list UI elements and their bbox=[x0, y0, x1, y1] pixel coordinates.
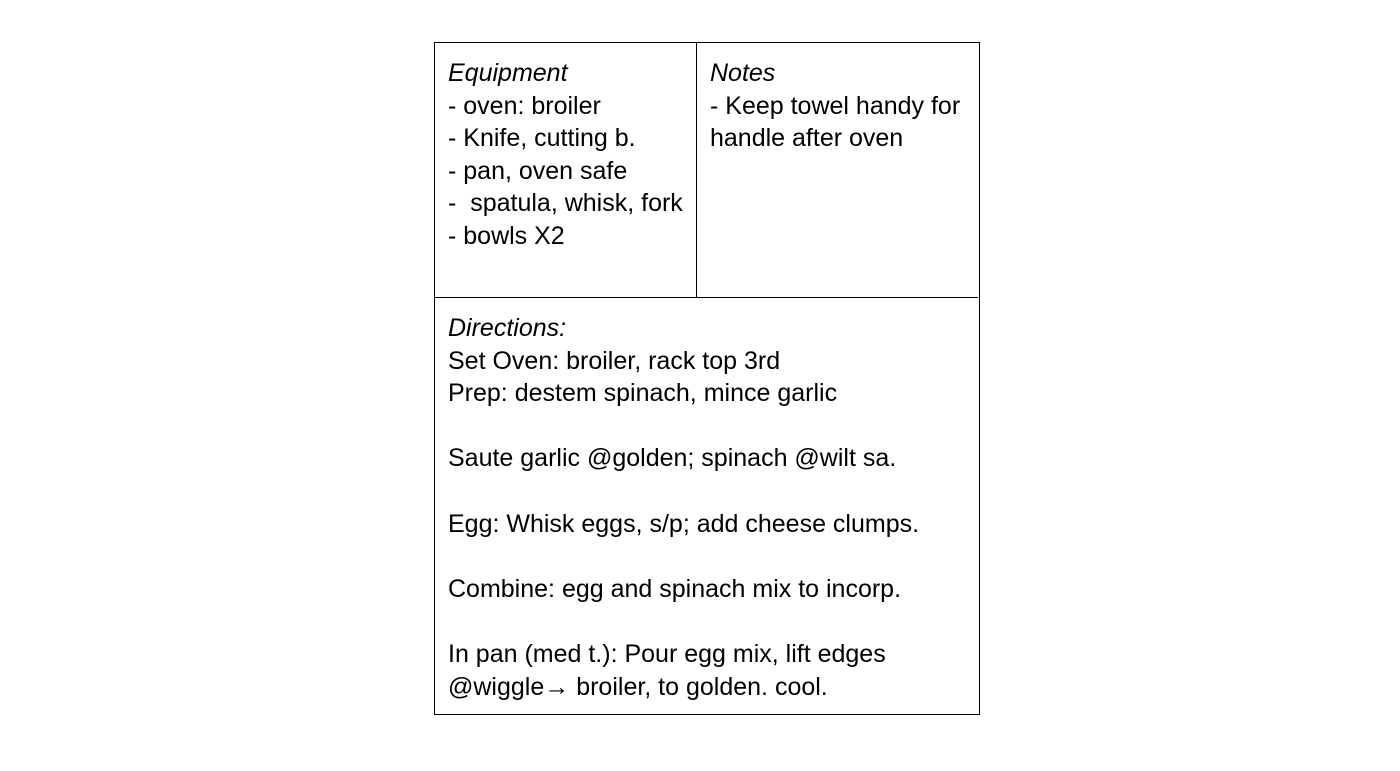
notes-heading: Notes bbox=[710, 59, 776, 87]
equipment-item: - bowls X2 bbox=[448, 221, 565, 250]
equipment-item: - spatula, whisk, fork bbox=[448, 189, 683, 218]
equipment-item: - pan, oven safe bbox=[448, 156, 628, 185]
notes-text: - Keep towel handy for handle after oven bbox=[710, 91, 968, 153]
equipment-heading: Equipment bbox=[448, 59, 568, 87]
directions-heading: Directions: bbox=[448, 314, 567, 342]
equipment-cell bbox=[435, 43, 697, 298]
spacer bbox=[448, 605, 966, 638]
direction-egg: Egg: Whisk eggs, s/p; add cheese clumps. bbox=[448, 509, 920, 538]
direction-saute: Saute garlic @golden; spinach @wilt sa. bbox=[448, 444, 897, 473]
direction-in-pan: In pan (med t.): Pour egg mix, lift edges @wiggle→ broiler, to golden. cool. bbox=[448, 639, 893, 701]
equipment-item: - oven: broiler bbox=[448, 91, 601, 120]
equipment-item: - Knife, cutting b. bbox=[448, 124, 636, 153]
direction-prep: Prep: destem spinach, mince garlic bbox=[448, 379, 838, 408]
spacer bbox=[448, 540, 966, 573]
spacer bbox=[448, 475, 966, 508]
notes-cell bbox=[697, 43, 978, 298]
direction-combine: Combine: egg and spinach mix to incorp. bbox=[448, 574, 902, 603]
recipe-card bbox=[434, 42, 980, 715]
spacer bbox=[448, 410, 966, 443]
directions-cell bbox=[435, 298, 978, 713]
direction-set-oven: Set Oven: broiler, rack top 3rd bbox=[448, 346, 781, 375]
